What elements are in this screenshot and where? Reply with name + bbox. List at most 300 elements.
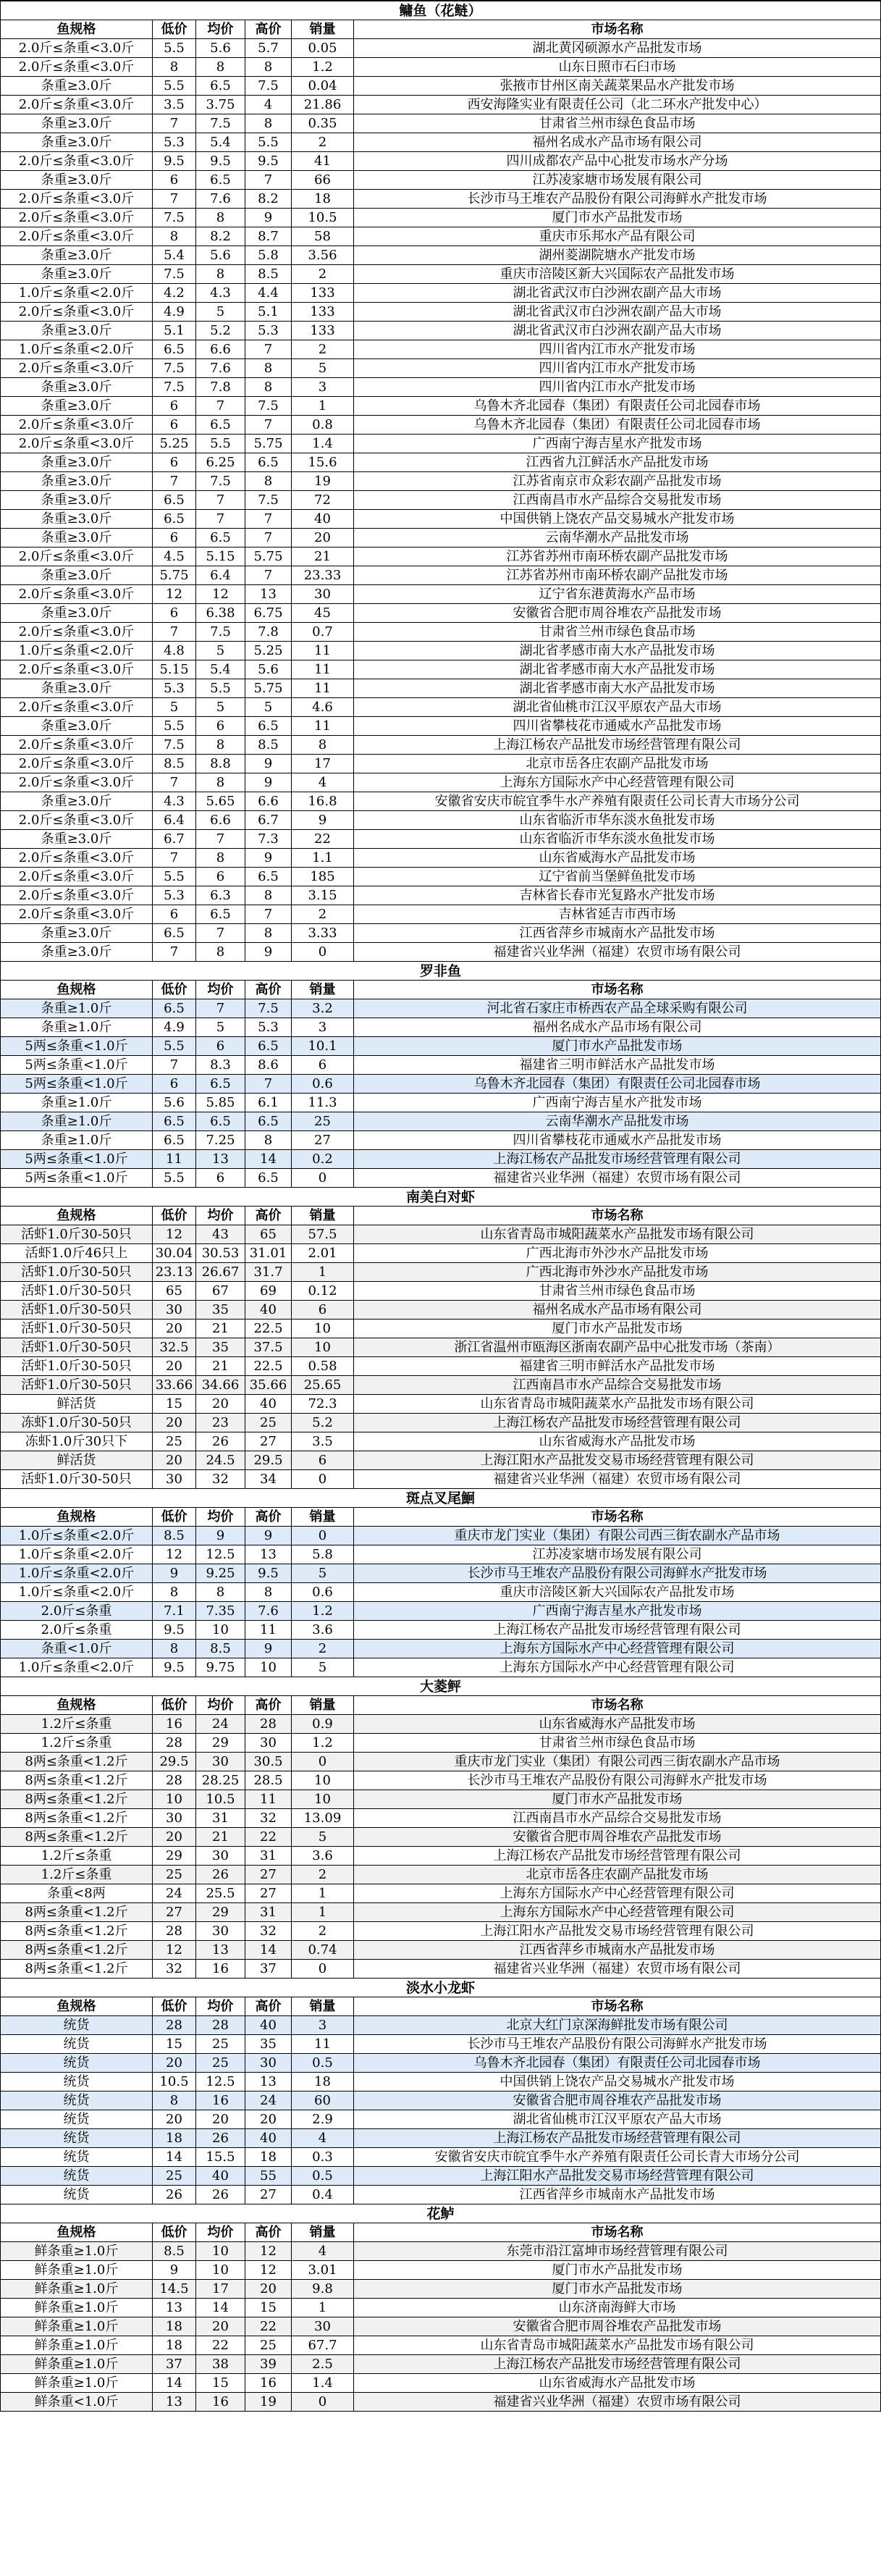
table-row [0, 1338, 881, 1357]
table-row [0, 246, 881, 265]
cell-avg-price: 31 [196, 1809, 245, 1828]
cell-spec: 条重≥3.0斤 [1, 510, 153, 529]
cell-low-price: 5.1 [153, 322, 196, 340]
cell-spec: 2.0斤≤条重<3.0斤 [1, 303, 153, 322]
cell-avg-price: 7 [196, 830, 245, 849]
cell-spec: 鲜条重≥1.0斤 [1, 2355, 153, 2374]
cell-high-price: 7 [245, 566, 292, 585]
cell-volume: 2 [292, 1922, 354, 1941]
cell-high-price: 6.5 [245, 453, 292, 472]
cell-avg-price: 6.6 [196, 340, 245, 359]
cell-volume: 2 [292, 133, 354, 152]
table-row [0, 2110, 881, 2129]
cell-market-name: 广西北海市外沙水产品批发市场 [526, 1246, 709, 1261]
cell-avg-price: 6.6 [196, 811, 245, 830]
cell-volume: 0.35 [292, 114, 354, 133]
header-high-price: 高价 [245, 1696, 292, 1715]
header-avg-price: 均价 [196, 1696, 245, 1715]
cell-spec: 条重≥3.0斤 [1, 133, 153, 152]
table-row [0, 171, 881, 190]
cell-avg-price: 5.6 [196, 39, 245, 58]
table-row [0, 1941, 881, 1960]
header-avg-price: 均价 [196, 2223, 245, 2242]
cell-volume: 11 [292, 642, 354, 660]
cell-market-name: 张掖市甘州区南关蔬菜果品水产批发市场 [499, 78, 735, 93]
header-spec: 鱼规格 [1, 1207, 153, 1225]
cell-low-price: 5.5 [153, 39, 196, 58]
cell-high-price: 8 [245, 378, 292, 397]
header-low-price: 低价 [153, 1207, 196, 1225]
cell-high-price: 13 [245, 2073, 292, 2092]
cell-volume: 27 [292, 1131, 354, 1150]
cell-avg-price: 17 [196, 2280, 245, 2299]
cell-market-name: 广西南宁海吉星水产批发市场 [532, 1095, 702, 1110]
cell-spec: 条重≥3.0斤 [1, 378, 153, 397]
cell-avg-price: 5.6 [196, 246, 245, 265]
table-row [0, 1545, 881, 1564]
cell-low-price: 5.5 [153, 717, 196, 736]
cell-low-price: 29.5 [153, 1753, 196, 1771]
cell-market-name: 江西省萍乡市城南水产品批发市场 [519, 2187, 715, 2202]
header-avg-price: 均价 [196, 1207, 245, 1225]
cell-volume: 30 [292, 2317, 354, 2336]
table-row [0, 510, 881, 529]
section [0, 1979, 881, 2204]
cell-market-name: 四川省内江市水产批发市场 [539, 342, 696, 357]
cell-spec: 1.0斤≤条重<2.0斤 [1, 1545, 153, 1564]
cell-spec: 8两≤条重<1.2斤 [1, 1753, 153, 1771]
cell-market-name: 福建省兴业华洲（福建）农贸市场有限公司 [493, 944, 741, 960]
cell-spec: 8两≤条重<1.2斤 [1, 1941, 153, 1960]
cell-avg-price: 6.5 [196, 529, 245, 547]
cell-avg-price: 7.6 [196, 359, 245, 378]
cell-low-price: 12 [153, 1941, 196, 1960]
cell-spec: 条重≥3.0斤 [1, 792, 153, 811]
header-low-price: 低价 [153, 20, 196, 39]
cell-market-name: 上海江杨农产品批发市场经营管理有限公司 [493, 2131, 741, 2146]
cell-avg-price: 8 [196, 209, 245, 227]
cell-low-price: 25 [153, 2167, 196, 2186]
section-title: 淡水小龙虾 [0, 1979, 881, 1997]
cell-spec: 鲜条重≥1.0斤 [1, 2317, 153, 2336]
cell-spec: 条重≥3.0斤 [1, 114, 153, 133]
cell-avg-price: 8.3 [196, 1056, 245, 1075]
cell-low-price: 20 [153, 1451, 196, 1470]
cell-low-price: 7 [153, 1056, 196, 1075]
section-title: 斑点叉尾鮰 [0, 1489, 881, 1508]
cell-high-price: 19 [245, 2393, 292, 2412]
cell-avg-price: 29 [196, 1903, 245, 1922]
cell-volume: 0.2 [292, 1150, 354, 1169]
cell-market-name: 四川省内江市水产批发市场 [539, 379, 696, 395]
header-avg-price: 均价 [196, 981, 245, 999]
cell-market-name: 浙江省温州市瓯海区浙南农副产品中心批发市场（茶南） [454, 1340, 780, 1355]
cell-volume: 4 [292, 2242, 354, 2261]
cell-volume: 3.56 [292, 246, 354, 265]
cell-spec: 活虾1.0斤30-50只 [1, 1320, 153, 1338]
cell-low-price: 32.5 [153, 1338, 196, 1357]
header-high-price: 高价 [245, 981, 292, 999]
cell-avg-price: 8 [196, 736, 245, 755]
cell-market-name: 上海江杨农产品批发市场经营管理有限公司 [493, 737, 741, 752]
cell-high-price: 5.3 [245, 1018, 292, 1037]
cell-high-price: 8 [245, 924, 292, 943]
cell-volume: 19 [292, 472, 354, 491]
cell-low-price: 5.5 [153, 1037, 196, 1056]
cell-market-name: 辽宁省东港黄海水产品市场 [539, 587, 696, 602]
cell-high-price: 11 [245, 1790, 292, 1809]
table-row [0, 698, 881, 717]
table-row [0, 2016, 881, 2035]
cell-avg-price: 26.67 [196, 1263, 245, 1282]
table-row [0, 1075, 881, 1094]
cell-market-name: 安徽省安庆市皖宜季牛水产养殖有限责任公司长青大市场分公司 [434, 2149, 800, 2165]
cell-low-price: 6 [153, 905, 196, 924]
table-row [0, 2336, 881, 2355]
table-row [0, 1884, 881, 1903]
cell-high-price: 31.01 [245, 1244, 292, 1263]
table-row [0, 1376, 881, 1395]
table-row [0, 679, 881, 698]
table-row [0, 416, 881, 435]
table-row [0, 1658, 881, 1677]
cell-low-price: 8 [153, 1640, 196, 1658]
cell-low-price: 5 [153, 698, 196, 717]
cell-market-name: 湖北省武汉市白沙洲农副产品大市场 [513, 323, 722, 338]
cell-volume: 3.2 [292, 999, 354, 1018]
cell-low-price: 32 [153, 1960, 196, 1979]
cell-avg-price: 7 [196, 397, 245, 416]
cell-avg-price: 40 [196, 2167, 245, 2186]
cell-volume: 0 [292, 1169, 354, 1188]
header-volume: 销量 [292, 1207, 354, 1225]
cell-spec: 鲜条重<1.0斤 [1, 2393, 153, 2412]
header-volume: 销量 [292, 1997, 354, 2016]
cell-market-name: 山东省青岛市城阳蔬菜水产品批发市场有限公司 [480, 1396, 754, 1411]
table-row [0, 152, 881, 171]
header-avg-price: 均价 [196, 20, 245, 39]
cell-market-name: 上海江阳水产品批发交易市场经营管理有限公司 [480, 2168, 754, 2183]
cell-market-name: 山东省临沂市华东淡水鱼批发市场 [519, 813, 715, 828]
table-row [0, 755, 881, 773]
cell-low-price: 9.5 [153, 1658, 196, 1677]
cell-low-price: 15 [153, 2035, 196, 2054]
cell-spec: 条重≥1.0斤 [1, 1094, 153, 1112]
cell-low-price: 27 [153, 1903, 196, 1922]
cell-spec: 条重≥1.0斤 [1, 1131, 153, 1150]
cell-market-name: 上海东方国际水产中心经营管理有限公司 [499, 1660, 735, 1675]
cell-spec: 统货 [1, 2186, 153, 2204]
table-row [0, 736, 881, 755]
table-row [0, 1583, 881, 1602]
table-row [0, 2317, 881, 2336]
cell-avg-price: 25 [196, 2035, 245, 2054]
cell-low-price: 6 [153, 604, 196, 623]
cell-avg-price: 35 [196, 1301, 245, 1320]
table-row [0, 1809, 881, 1828]
cell-high-price: 10 [245, 1658, 292, 1677]
cell-spec: 1.0斤≤条重<2.0斤 [1, 1527, 153, 1545]
table-row [0, 2073, 881, 2092]
cell-spec: 2.0斤≤条重<3.0斤 [1, 359, 153, 378]
table-row [0, 491, 881, 510]
cell-low-price: 9 [153, 1564, 196, 1583]
cell-volume: 16.8 [292, 792, 354, 811]
cell-market-name: 北京市岳各庄农副产品批发市场 [526, 1867, 709, 1882]
cell-market-name: 北京大红门京深海鲜批发市场有限公司 [506, 2018, 728, 2033]
cell-spec: 2.0斤≤条重<3.0斤 [1, 755, 153, 773]
cell-low-price: 20 [153, 1357, 196, 1376]
cell-volume: 30 [292, 585, 354, 604]
cell-high-price: 32 [245, 1922, 292, 1941]
cell-high-price: 5.75 [245, 547, 292, 566]
cell-low-price: 5.5 [153, 77, 196, 96]
table-row [0, 96, 881, 114]
cell-avg-price: 6.5 [196, 77, 245, 96]
cell-market-name: 山东省威海水产品批发市场 [539, 1434, 696, 1449]
cell-volume: 3 [292, 2016, 354, 2035]
cell-high-price: 5 [245, 698, 292, 717]
cell-market-name: 山东日照市石臼市场 [558, 59, 676, 75]
cell-market-name: 安徽省合肥市周谷堆农产品批发市场 [513, 2093, 722, 2108]
table-row [0, 905, 881, 924]
header-low-price: 低价 [153, 981, 196, 999]
cell-volume: 2 [292, 1866, 354, 1884]
cell-volume: 0.58 [292, 1357, 354, 1376]
cell-low-price: 6 [153, 397, 196, 416]
cell-spec: 鲜条重≥1.0斤 [1, 2280, 153, 2299]
cell-low-price: 6.4 [153, 811, 196, 830]
cell-low-price: 10 [153, 1790, 196, 1809]
cell-market-name: 厦门市水产品批发市场 [552, 2262, 683, 2278]
cell-high-price: 27 [245, 2186, 292, 2204]
cell-high-price: 9 [245, 1640, 292, 1658]
cell-high-price: 7 [245, 529, 292, 547]
cell-low-price: 12 [153, 1225, 196, 1244]
cell-high-price: 27 [245, 1884, 292, 1903]
cell-high-price: 7.5 [245, 491, 292, 510]
table-row [0, 227, 881, 246]
table-row [0, 114, 881, 133]
cell-low-price: 6 [153, 529, 196, 547]
cell-avg-price: 13 [196, 1150, 245, 1169]
cell-spec: 2.0斤≤条重<3.0斤 [1, 811, 153, 830]
table-row [0, 1320, 881, 1338]
cell-low-price: 5.25 [153, 435, 196, 453]
table-row [0, 2393, 881, 2412]
cell-low-price: 29 [153, 1847, 196, 1866]
cell-low-price: 7.5 [153, 378, 196, 397]
cell-avg-price: 20 [196, 2317, 245, 2336]
cell-volume: 1 [292, 1884, 354, 1903]
cell-volume: 0.12 [292, 1282, 354, 1301]
cell-spec: 2.0斤≤条重<3.0斤 [1, 435, 153, 453]
cell-low-price: 9.5 [153, 1621, 196, 1640]
cell-spec: 2.0斤≤条重<3.0斤 [1, 227, 153, 246]
cell-market-name: 长沙市马王堆农产品股份有限公司海鲜水产批发市场 [467, 1773, 767, 1788]
cell-high-price: 8 [245, 472, 292, 491]
cell-avg-price: 29 [196, 1734, 245, 1753]
table-row [0, 868, 881, 886]
cell-high-price: 69 [245, 1282, 292, 1301]
table-row [0, 943, 881, 962]
cell-high-price: 5.8 [245, 246, 292, 265]
cell-market-name: 山东省青岛市城阳蔬菜水产品批发市场有限公司 [480, 2338, 754, 2353]
cell-low-price: 6 [153, 1075, 196, 1094]
cell-volume: 11 [292, 660, 354, 679]
cell-avg-price: 32 [196, 1470, 245, 1489]
cell-spec: 2.0斤≤条重<3.0斤 [1, 152, 153, 171]
cell-low-price: 6 [153, 171, 196, 190]
cell-avg-price: 7.6 [196, 190, 245, 209]
cell-volume: 1.4 [292, 435, 354, 453]
cell-spec: 冻虾1.0斤30只下 [1, 1432, 153, 1451]
cell-market-name: 长沙市马王堆农产品股份有限公司海鲜水产批发市场 [467, 1566, 767, 1581]
header-row [0, 1696, 881, 1715]
cell-spec: 1.0斤≤条重<2.0斤 [1, 1583, 153, 1602]
cell-market-name: 东莞市沿江富坤市场经营管理有限公司 [506, 2244, 728, 2259]
cell-market-name: 重庆市乐邦水产品有限公司 [539, 229, 696, 244]
cell-high-price: 37 [245, 1960, 292, 1979]
cell-high-price: 31 [245, 1903, 292, 1922]
header-spec: 鱼规格 [1, 981, 153, 999]
cell-volume: 5.8 [292, 1545, 354, 1564]
cell-spec: 条重≥1.0斤 [1, 1112, 153, 1131]
cell-volume: 1.2 [292, 1734, 354, 1753]
cell-volume: 5 [292, 1658, 354, 1677]
cell-volume: 3 [292, 1018, 354, 1037]
cell-spec: 条重≥3.0斤 [1, 453, 153, 472]
cell-high-price: 6.6 [245, 792, 292, 811]
cell-high-price: 25 [245, 1414, 292, 1432]
cell-high-price: 37.5 [245, 1338, 292, 1357]
cell-high-price: 4.4 [245, 284, 292, 303]
cell-spec: 8两≤条重<1.2斤 [1, 1828, 153, 1847]
cell-volume: 13.09 [292, 1809, 354, 1828]
cell-market-name: 江西省萍乡市城南水产品批发市场 [519, 926, 715, 941]
cell-avg-price: 12.5 [196, 2073, 245, 2092]
section-title: 花鲈 [0, 2204, 881, 2223]
cell-high-price: 7.5 [245, 77, 292, 96]
cell-spec: 活虾1.0斤30-50只 [1, 1225, 153, 1244]
cell-spec: 2.0斤≤条重<3.0斤 [1, 39, 153, 58]
table-row [0, 849, 881, 868]
table-row [0, 2374, 881, 2393]
cell-low-price: 28 [153, 1734, 196, 1753]
cell-high-price: 20 [245, 2110, 292, 2129]
cell-low-price: 18 [153, 2129, 196, 2148]
cell-avg-price: 15 [196, 2374, 245, 2393]
cell-volume: 58 [292, 227, 354, 246]
cell-high-price: 31.7 [245, 1263, 292, 1282]
cell-low-price: 7 [153, 849, 196, 868]
cell-volume: 18 [292, 190, 354, 209]
section-title: 南美白对虾 [0, 1188, 881, 1207]
table-row [0, 453, 881, 472]
cell-low-price: 5.3 [153, 133, 196, 152]
cell-market-name: 上海江杨农产品批发市场经营管理有限公司 [493, 1848, 741, 1863]
cell-market-name: 江西省萍乡市城南水产品批发市场 [519, 1942, 715, 1958]
cell-low-price: 28 [153, 2016, 196, 2035]
cell-spec: 8两≤条重<1.2斤 [1, 1922, 153, 1941]
table-row [0, 1903, 881, 1922]
cell-high-price: 5.6 [245, 660, 292, 679]
table-row [0, 1056, 881, 1075]
table-row [0, 642, 881, 660]
cell-market-name: 厦门市水产品批发市场 [552, 210, 683, 225]
cell-low-price: 8 [153, 227, 196, 246]
cell-avg-price: 7.5 [196, 114, 245, 133]
cell-market-name: 江苏省苏州市南环桥农副产品批发市场 [506, 549, 728, 564]
table-row [0, 1771, 881, 1790]
table-row [0, 1602, 881, 1621]
cell-avg-price: 6.5 [196, 171, 245, 190]
cell-high-price: 7.8 [245, 623, 292, 642]
cell-low-price: 20 [153, 1414, 196, 1432]
cell-market-name: 山东省威海水产品批发市场 [539, 850, 696, 865]
cell-high-price: 30 [245, 1734, 292, 1753]
header-low-price: 低价 [153, 1508, 196, 1527]
cell-spec: 条重≥3.0斤 [1, 265, 153, 284]
cell-avg-price: 28 [196, 2016, 245, 2035]
cell-avg-price: 5.2 [196, 322, 245, 340]
cell-market-name: 福州名成水产品市场有限公司 [532, 135, 702, 150]
cell-market-name: 吉林省延吉市西市场 [558, 907, 676, 922]
cell-market-name: 福建省兴业华洲（福建）农贸市场有限公司 [493, 1961, 741, 1976]
cell-low-price: 15 [153, 1395, 196, 1414]
cell-spec: 条重≥3.0斤 [1, 679, 153, 698]
header-market-name: 市场名称 [591, 1509, 644, 1524]
cell-high-price: 40 [245, 1395, 292, 1414]
cell-market-name: 广西北海市外沙水产品批发市场 [526, 1264, 709, 1280]
cell-market-name: 乌鲁木齐北园春（集团）有限责任公司北园春市场 [473, 417, 761, 432]
cell-avg-price: 5.85 [196, 1094, 245, 1112]
cell-spec: 统货 [1, 2092, 153, 2110]
cell-avg-price: 6.38 [196, 604, 245, 623]
cell-avg-price: 10 [196, 2242, 245, 2261]
cell-volume: 0 [292, 1470, 354, 1489]
cell-volume: 20 [292, 529, 354, 547]
cell-low-price: 4.9 [153, 1018, 196, 1037]
table-row [0, 1244, 881, 1263]
cell-avg-price: 25.5 [196, 1884, 245, 1903]
cell-avg-price: 21 [196, 1320, 245, 1338]
cell-volume: 9 [292, 811, 354, 830]
cell-low-price: 8.5 [153, 2242, 196, 2261]
header-market-name: 市场名称 [591, 22, 644, 37]
cell-low-price: 20 [153, 2054, 196, 2073]
cell-volume: 11 [292, 717, 354, 736]
cell-volume: 10.5 [292, 209, 354, 227]
cell-market-name: 中国供销上饶农产品交易城水产批发市场 [499, 511, 735, 526]
cell-market-name: 福建省兴业华洲（福建）农贸市场有限公司 [493, 1472, 741, 1487]
cell-market-name: 江苏凌家塘市场发展有限公司 [532, 172, 702, 188]
cell-high-price: 5.25 [245, 642, 292, 660]
cell-high-price: 34 [245, 1470, 292, 1489]
header-high-price: 高价 [245, 2223, 292, 2242]
table-row [0, 1169, 881, 1188]
cell-market-name: 甘肃省兰州市绿色食品市场 [539, 1735, 696, 1750]
section-title: 鳙鱼（花鲢） [0, 1, 881, 20]
cell-volume: 1.1 [292, 849, 354, 868]
cell-spec: 5两≤条重<1.0斤 [1, 1037, 153, 1056]
cell-volume: 11.3 [292, 1094, 354, 1112]
header-volume: 销量 [292, 1696, 354, 1715]
header-market-name: 市场名称 [591, 1208, 644, 1223]
cell-low-price: 8 [153, 1583, 196, 1602]
cell-market-name: 福州名成水产品市场有限公司 [532, 1302, 702, 1317]
cell-volume: 0.5 [292, 2054, 354, 2073]
